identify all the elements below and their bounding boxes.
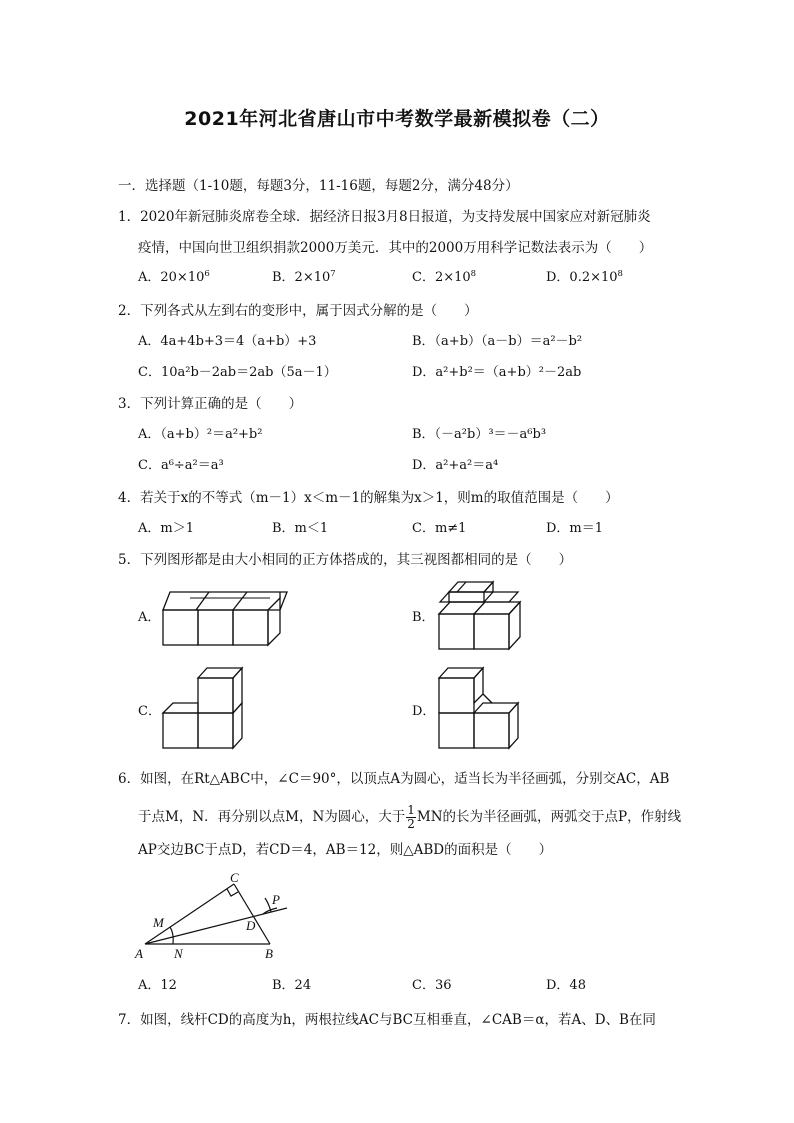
q7-stem-line1: 7．如图，线杆CD的高度为h，两根拉线AC与BC互相垂直，∠CAB＝α，若A、D、B在同 (118, 1012, 656, 1028)
q4-option-b: B．m＜1 (272, 521, 329, 536)
q6-stem-line3: AP交边BC于点D，若CD＝4，AB＝12，则△ABD的面积是（ ） (138, 842, 553, 858)
q2-option-a: A．4a+4b+3＝4（a+b）+3 (138, 334, 317, 349)
q5-stem: 5．下列图形都是由大小相同的正方体搭成的，其三视图都相同的是（ ） (118, 552, 573, 568)
q2-stem: 2．下列各式从左到右的变形中，属于因式分解的是（ ） (118, 303, 478, 319)
q4-option-d: D．m＝1 (546, 521, 604, 536)
label-a: A (135, 946, 143, 961)
q5-figure-c (160, 666, 250, 752)
q4-option-a: A．m＞1 (138, 521, 194, 536)
q1-option-b: B．$2\times 10^7$ (272, 269, 336, 285)
q6-triangle-figure (135, 868, 300, 963)
q5-figure-b (430, 578, 530, 653)
q5-option-b: B． (412, 610, 435, 625)
q3-stem: 3．下列计算正确的是（ ） (118, 396, 303, 412)
q1-stem-line2: 疫情，中国向世卫组织捐款2000万美元．其中的2000万用科学记数法表示为（ ） (138, 240, 653, 256)
q5-figure-a (150, 580, 290, 650)
q6-stem-line1: 6．如图，在Rt△ABC中，∠C＝90°，以顶点A为圆心，适当长为半径画弧，分别交AC，AB (118, 771, 670, 787)
label-c: C (230, 870, 239, 885)
q3-option-c: C．a⁶÷a²＝a³ (138, 458, 224, 473)
q6-stem-line2: 于点M，N．再分别以点M，N为圆心，大于 $\frac{1}{2}$ MN的长为半径画弧，两弧交于点P，作射线 (138, 803, 682, 831)
q3-option-b: B．（－a²b）³＝－a⁶b³ (412, 427, 547, 442)
q2-option-c: C．10a²b－2ab＝2ab（5a－1） (138, 365, 337, 380)
q5-option-c: C． (138, 704, 161, 719)
q5-option-d: D． (412, 704, 436, 719)
section-header: 一．选择题（1-10题，每题3分，11-16题，每题2分，满分48分） (118, 178, 519, 194)
q5-option-a: A． (138, 610, 161, 625)
label-d: D (246, 918, 256, 933)
label-m: M (153, 915, 164, 930)
label-n: N (174, 946, 183, 961)
q1-option-c: C．$2\times 10^8$ (412, 269, 477, 285)
q1-stem-line1: 1．2020年新冠肺炎席卷全球．据经济日报3月8日报道，为支持发展中国家应对新冠肺炎 (118, 209, 651, 225)
q4-option-c: C．m≠1 (412, 521, 467, 536)
q6-option-a: A．12 (138, 978, 177, 993)
one-half-fraction: $\frac{1}{2}$ (407, 803, 415, 831)
q6-option-c: C．36 (412, 978, 452, 993)
q3-option-d: D．a²+a²＝a⁴ (412, 458, 499, 473)
q5-figure-d (436, 666, 526, 752)
q6-option-d: D．48 (546, 978, 586, 993)
q2-option-d: D．a²+b²＝（a+b）²－2ab (412, 365, 582, 380)
q2-option-b: B．（a+b）（a－b）＝a²－b² (412, 334, 583, 349)
q1-option-a: A．$20\times 10^6$ (138, 269, 210, 285)
page-title: 2021年河北省唐山市中考数学最新模拟卷（二） (184, 108, 610, 130)
q6-option-b: B．24 (272, 978, 312, 993)
q1-option-d: D．$0.2\times 10^8$ (546, 269, 623, 285)
label-b: B (265, 946, 273, 961)
q4-stem: 4．若关于x的不等式（m－1）x＜m－1的解集为x＞1，则m的取值范围是（ ） (118, 490, 619, 506)
q3-option-a: A．（a+b）²＝a²+b² (138, 427, 263, 442)
label-p: P (272, 892, 280, 907)
